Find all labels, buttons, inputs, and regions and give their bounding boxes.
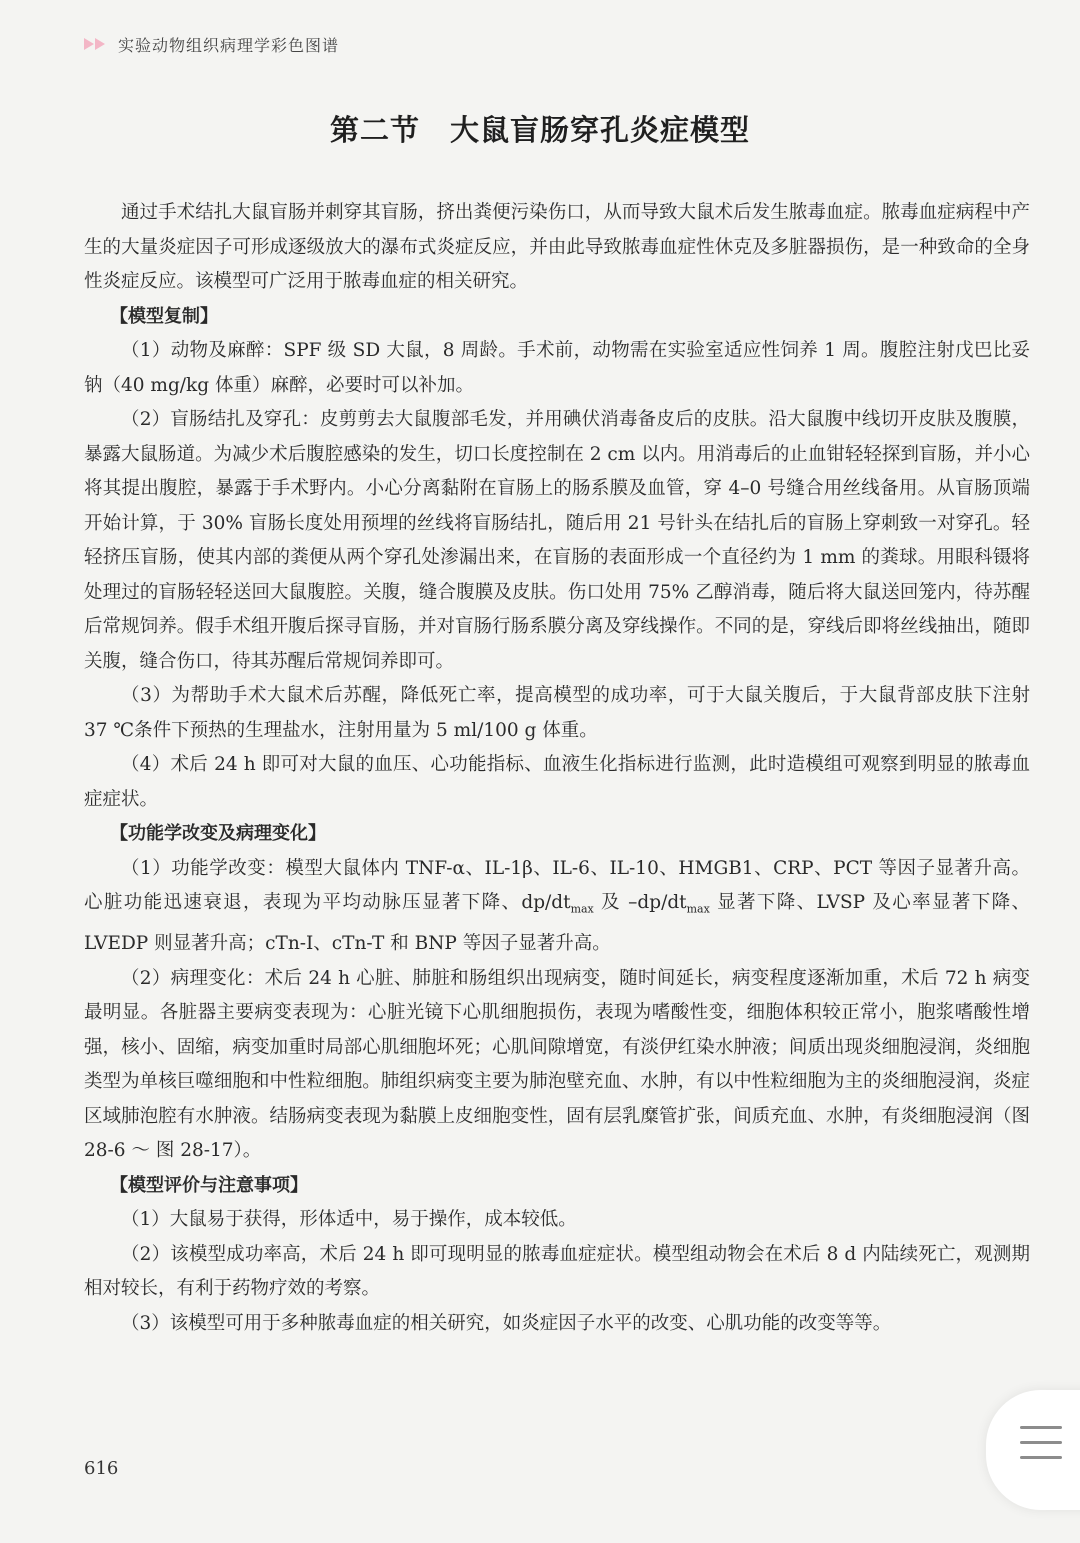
paragraph: （1）大鼠易于获得，形体适中，易于操作，成本较低。 — [121, 1209, 577, 1231]
section-title: 第二节 大鼠盲肠穿孔炎症模型 — [329, 113, 750, 147]
heading-functional-pathology: 【功能学改变及病理变化】 — [110, 823, 326, 844]
paragraph: （2）盲肠结扎及穿孔：皮剪剪去大鼠腹部毛发，并用碘伏消毒备皮后的皮肤。沿大鼠腹中线切开皮肤及腹膜，暴露大鼠肠道。为减少术后腹腔感染的发生，切口长度控制在 2 cm 以内。用消毒后的止血钳轻轻探到盲肠，并小心将其提出腹腔，暴露于手术野内。小心分离黏附在盲肠上的肠系膜及血管，穿 4–0 号缝合用丝线备用。从盲肠顶端开始计算，于 30% 盲肠长度处用预埋的丝线将盲肠结扎，随后用 21 号针头在结扎后的盲肠上穿刺致一对穿孔。轻轻挤压盲肠，使其内部的粪便从两个穿孔处渗漏出来，在盲肠的表面形成一个直径约为 1 mm 的粪球。用眼科镊将处理过的盲肠轻轻送回大鼠腹腔。关腹，缝合腹膜及皮肤。伤口处用 75% 乙醇消毒，随后将大鼠送回笼内，待苏醒后常规饲养。假手术组开腹后探寻盲肠，并对盲肠行肠系膜分离及穿线操作。不同的是，穿线后即将丝线抽出，随即关腹，缝合伤口，待其苏醒后常规饲养即可。 — [84, 409, 1030, 672]
running-header — [84, 33, 339, 55]
heading-model-replication: 【模型复制】 — [110, 305, 218, 327]
body-text — [84, 196, 1030, 1341]
page-number: 616 — [84, 1458, 119, 1479]
paragraph: （2）病理变化：术后 24 h 心脏、肺脏和肠组织出现病变，随时间延长，病变程度逐渐加重，术后 72 h 病变最明显。各脏器主要病变表现为：心脏光镜下心肌细胞损伤，表现为嗜酸性变，细胞体积较正常小，胞浆嗜酸性增强，核小、固缩，病变加重时局部心肌细胞坏死；心肌间隙增宽，有淡伊红染水肿液；间质出现炎细胞浸润，炎细胞类型为单核巨噬细胞和中性粒细胞。肺组织病变主要为肺泡壁充血、水肿，有以中性粒细胞为主的炎细胞浸润，炎症区域肺泡腔有水肿液。结肠病变表现为黏膜上皮细胞变性，固有层乳糜管扩张，间质充血、水肿，有炎细胞浸润（图 28-6 ～ 图 28-17）。 — [84, 967, 1030, 1162]
paragraph: （1）功能学改变：模型大鼠体内 TNF-α、IL-1β、IL-6、IL-10、HMGB1、CRP、PCT 等因子显著升高。心脏功能迅速衰退，表现为平均动脉压显著下降、$dp/dt_{max}$ 及 $-dp/dt_{max}$ 显著下降、LVSP 及心率显著下降、LVEDP 则显著升高；cTn-I、cTn-T 和 BNP 等因子显著升高。 — [84, 857, 1030, 955]
paragraph: （3）为帮助手术大鼠术后苏醒，降低死亡率，提高模型的成功率，可于大鼠关腹后，于大鼠背部皮肤下注射 37 ℃条件下预热的生理盐水，注射用量为 5 ml/100 g 体重。 — [84, 685, 1030, 741]
paragraph: （3）该模型可用于多种脓毒血症的相关研究，如炎症因子水平的改变、心肌功能的改变等等。 — [121, 1312, 892, 1334]
paragraph: （2）该模型成功率高，术后 24 h 即可现明显的脓毒血症症状。模型组动物会在术后 8 d 内陆续死亡，观测期相对较长，有利于药物疗效的考察。 — [84, 1243, 1030, 1300]
paragraph: （1）动物及麻醉：SPF 级 SD 大鼠，8 周龄。手术前，动物需在实验室适应性饲养 1 周。腹腔注射戊巴比妥钠（40 mg/kg 体重）麻醉，必要时可以补加。 — [84, 340, 1030, 396]
book-title: 实验动物组织病理学彩色图谱 — [118, 35, 340, 55]
hamburger-menu-icon — [1020, 1426, 1062, 1471]
menu-button[interactable] — [986, 1390, 1080, 1510]
paragraph: （4）术后 24 h 即可对大鼠的血压、心功能指标、血液生化指标进行监测，此时造模组可观察到明显的脓毒血症症状。 — [84, 754, 1030, 810]
double-arrow-icon — [84, 38, 106, 50]
heading-evaluation: 【模型评价与注意事项】 — [110, 1174, 308, 1196]
intro-paragraph: 通过手术结扎大鼠盲肠并刺穿其盲肠，挤出粪便污染伤口，从而导致大鼠术后发生脓毒血症。脓毒血症病程中产生的大量炎症因子可形成逐级放大的瀑布式炎症反应，并由此导致脓毒血症性休克及多脏器损伤，是一种致命的全身性炎症反应。该模型可广泛用于脓毒血症的相关研究。 — [84, 202, 1030, 292]
